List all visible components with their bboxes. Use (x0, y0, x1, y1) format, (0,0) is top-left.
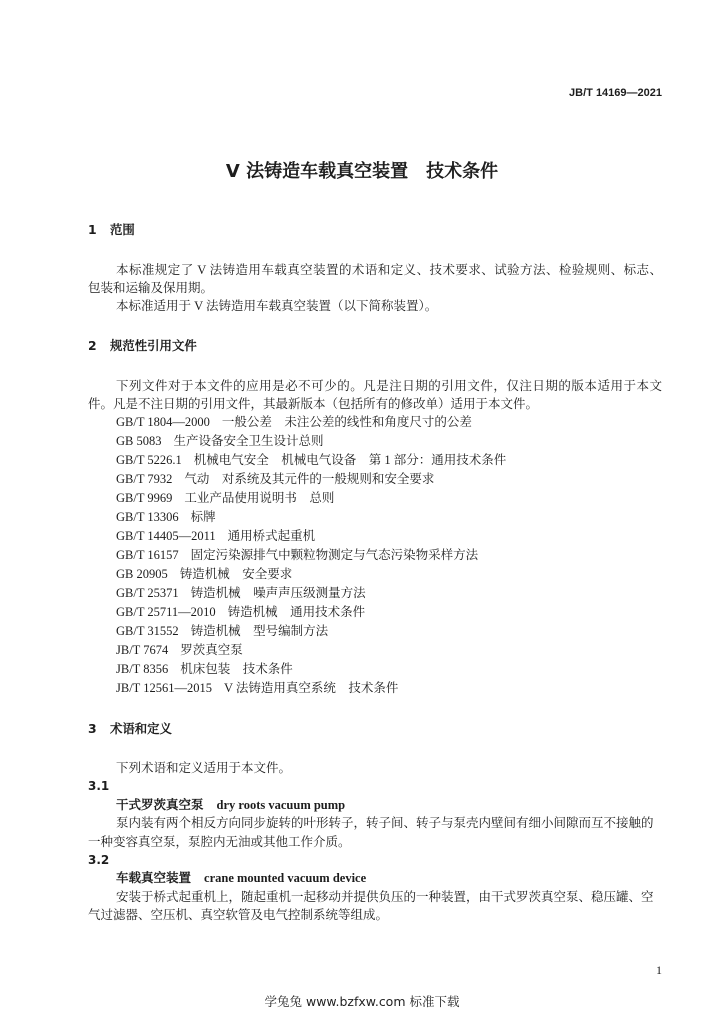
reference-code: GB/T 16157 (116, 548, 179, 562)
term-number: 3.1 (88, 779, 110, 794)
reference-code: GB/T 25711—2010 (116, 605, 216, 619)
section-2-heading (88, 337, 197, 355)
page-number: 1 (656, 963, 662, 977)
section-3-heading (88, 720, 172, 738)
reference-title: 气动 对系统及其元件的一般规则和安全要求 (184, 472, 435, 486)
paragraph-line: 本标准规定了 V 法铸造用车载真空装置的术语和定义、技术要求、试验方法、检验规则、标志、 (116, 263, 662, 277)
reference-code: GB/T 5226.1 (116, 453, 182, 467)
definition-line: 一种变容真空泵，泵腔内无油或其他工作介质。 (88, 834, 351, 849)
reference-code: JB/T 8356 (116, 662, 169, 676)
reference-item (116, 508, 662, 527)
reference-list (116, 413, 662, 698)
term-english: dry roots vacuum pump (216, 797, 346, 812)
section-title: 术语和定义 (110, 721, 172, 736)
term-english: crane mounted vacuum device (204, 871, 367, 886)
reference-item (116, 603, 662, 622)
section-1-body (88, 261, 662, 315)
reference-code: GB/T 1804—2000 (116, 415, 210, 429)
reference-code: GB/T 25371 (116, 586, 179, 600)
reference-code: JB/T 12561—2015 (116, 681, 212, 695)
reference-code: JB/T 7674 (116, 643, 169, 657)
reference-item (116, 451, 662, 470)
reference-item (116, 622, 662, 641)
section-title: 范围 (110, 222, 135, 237)
section-number: 2 (88, 338, 97, 353)
paragraph-line: 下列文件对于本文件的应用是必不可少的。凡是注日期的引用文件，仅注日期的版本适用于本文 (116, 379, 662, 393)
reference-title: 机床包装 技术条件 (180, 662, 293, 676)
definition-line: 泵内装有两个相反方向同步旋转的叶形转子，转子间、转子与泵壳内壁间有细小间隙而互不接触的 (116, 816, 654, 831)
reference-item (116, 489, 662, 508)
term-chinese: 干式罗茨真空泵 (116, 796, 204, 812)
reference-code: GB/T 14405—2011 (116, 529, 216, 543)
reference-title: 标牌 (190, 510, 216, 524)
reference-item (116, 660, 662, 679)
term-number: 3.2 (88, 852, 110, 867)
reference-code: GB/T 7932 (116, 472, 173, 486)
section-number: 3 (88, 721, 97, 736)
section-intro: 下列术语和定义适用于本文件。 (116, 761, 292, 775)
reference-item (116, 584, 662, 603)
definition-line: 安装于桥式起重机上，随起重机一起移动并提供负压的一种装置，由干式罗茨真空泵、稳压罐、空 (116, 889, 654, 904)
reference-title: 罗茨真空泵 (180, 643, 243, 657)
term-heading (88, 796, 662, 814)
section-1-heading (88, 221, 135, 239)
section-2-intro (88, 377, 662, 413)
document-title: V 法铸造车载真空装置 技术条件 (225, 161, 499, 182)
reference-code: GB/T 9969 (116, 491, 173, 505)
paragraph-line: 本标准适用于 V 法铸造用车载真空装置（以下简称装置）。 (116, 299, 438, 313)
reference-item (116, 546, 662, 565)
footer-watermark: 学兔兔 www.bzfxw.com 标准下载 (264, 994, 460, 1009)
reference-code: GB 5083 (116, 434, 162, 448)
section-number: 1 (88, 222, 97, 237)
reference-title: 通用桥式起重机 (227, 529, 316, 543)
reference-title: 铸造机械 安全要求 (179, 567, 293, 581)
reference-title: V 法铸造用真空系统 技术条件 (223, 681, 399, 695)
reference-item (116, 565, 662, 584)
reference-title: 铸造机械 噪声声压级测量方法 (190, 586, 366, 600)
reference-item (116, 527, 662, 546)
paragraph-line: 件。凡是不注日期的引用文件，其最新版本（包括所有的修改单）适用于本文件。 (88, 397, 539, 411)
paragraph-line: 包装和运输及保用期。 (88, 281, 214, 295)
reference-code: GB 20905 (116, 567, 168, 581)
section-title: 规范性引用文件 (110, 338, 197, 353)
reference-code: GB/T 31552 (116, 624, 179, 638)
section-3-body (88, 759, 662, 925)
term-chinese: 车载真空装置 (116, 870, 192, 886)
reference-item (116, 432, 662, 451)
reference-item (116, 413, 662, 432)
reference-item (116, 679, 662, 698)
reference-title: 工业产品使用说明书 总则 (184, 491, 335, 505)
standard-number: JB/T 14169—2021 (569, 87, 662, 99)
reference-code: GB/T 13306 (116, 510, 179, 524)
reference-item (116, 641, 662, 660)
reference-title: 铸造机械 通用技术条件 (227, 605, 366, 619)
reference-item (116, 470, 662, 489)
reference-title: 铸造机械 型号编制方法 (190, 624, 329, 638)
reference-title: 机械电气安全 机械电气设备 第 1 部分：通用技术条件 (193, 453, 507, 467)
definition-line: 气过滤器、空压机、真空软管及电气控制系统等组成。 (88, 908, 389, 923)
reference-title: 一般公差 未注公差的线性和角度尺寸的公差 (221, 415, 472, 429)
term-heading (88, 869, 662, 887)
reference-title: 生产设备安全卫生设计总则 (173, 434, 324, 448)
reference-title: 固定污染源排气中颗粒物测定与气态污染物采样方法 (190, 548, 479, 562)
